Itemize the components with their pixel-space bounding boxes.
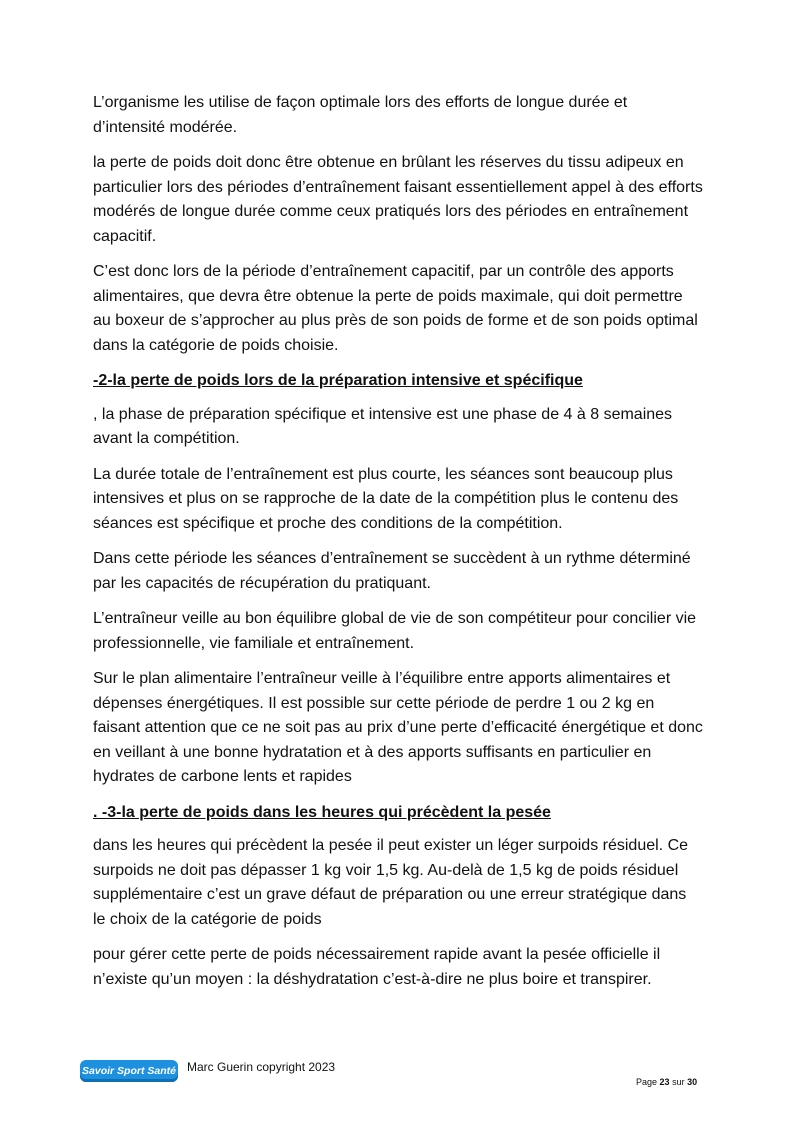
page-current: 23 — [659, 1077, 670, 1087]
paragraph: , la phase de préparation spécifique et intensive est une phase de 4 à 8 semaines avant la compétition. — [93, 405, 673, 447]
paragraph: L’entraîneur veille au bon équilibre global de vie de son compétiteur pour concilier vie professionnelle, vie familiale et entraînement. — [93, 610, 697, 652]
page-separator: sur — [672, 1077, 685, 1087]
paragraph: Sur le plan alimentaire l’entraîneur veille à l’équilibre entre apports alimentaires et dépenses énergétiques. Il est possible sur cette période de perdre 1 ou 2 kg en faisant attention que ce ne soit pas au prix d’une perte d’efficacité énergétique et donc en veillant à une bonne hydratation et à des apports suffisants en particulier en hydrates de carbone lents et rapides — [93, 670, 703, 785]
paragraph: L’organisme les utilise de façon optimale lors des efforts de longue durée et d’intensité modérée. — [93, 94, 628, 136]
paragraph: pour gérer cette perte de poids nécessairement rapide avant la pesée officielle il n’existe qu’un moyen : la déshydratation c’est-à-dire ne plus boire et transpirer. — [93, 946, 661, 988]
footer-copyright: Marc Guerin copyright 2023 — [187, 1060, 336, 1074]
paragraph: La durée totale de l’entraînement est plus courte, les séances sont beaucoup plus intensives et plus on se rapproche de la date de la compétition plus le contenu des séances est spécifique et proche des conditions de la compétition. — [93, 465, 679, 532]
page-total: 30 — [687, 1077, 698, 1087]
section-heading-2: -2-la perte de poids lors de la préparation intensive et spécifique — [93, 372, 583, 389]
paragraph: C’est donc lors de la période d’entraînement capacitif, par un contrôle des apports alimentaires, que devra être obtenue la perte de poids maximale, qui doit permettre au boxeur de s’approcher au plus près de son poids de forme et de son poids optimal dans la catégorie de poids choisie. — [93, 263, 698, 354]
savoir-sport-sante-logo: Savoir Sport Santé — [80, 1060, 178, 1082]
page-prefix: Page — [636, 1077, 658, 1087]
section-heading-3: . -3-la perte de poids dans les heures qui précèdent la pesée — [93, 803, 551, 821]
paragraph: Dans cette période les séances d’entraînement se succèdent à un rythme déterminé par les capacités de récupération du pratiquant. — [93, 550, 691, 592]
document-body — [93, 91, 703, 1003]
page-number — [636, 1077, 697, 1087]
paragraph: la perte de poids doit donc être obtenue en brûlant les réserves du tissu adipeux en particulier lors des périodes d’entraînement faisant essentiellement appel à des efforts modérés de longue durée comme ceux pratiqués lors des périodes en entraînement capacitif. — [93, 154, 703, 245]
paragraph: dans les heures qui précèdent la pesée il peut exister un léger surpoids résiduel. Ce surpoids ne doit pas dépasser 1 kg voir 1,5 kg. Au-delà de 1,5 kg de poids résiduel supplémentaire c’est un grave défaut de préparation ou une erreur stratégique dans le choix de la catégorie de poids — [93, 837, 689, 928]
